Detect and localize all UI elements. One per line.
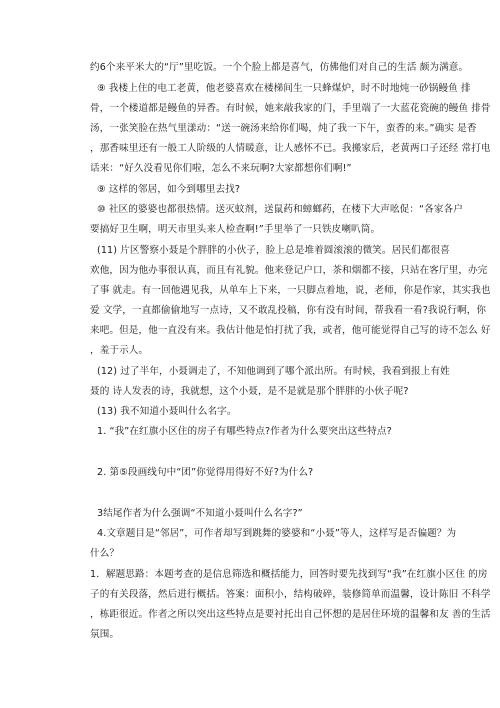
- paragraph-line: 汤，一张笑脸在热气里漾动：“送一碗汤来给你们喝，炖了我一下午，蛮香的来。”确实 是香: [90, 123, 477, 134]
- paragraph-line: 话来：“好久没看见你们啦，怎么不来玩啊?大家都想你们啊!”: [90, 163, 352, 174]
- answer-line: 子的有关段落，然后进行概括。答案：面积小，结构破碎，装修简单而温馨，设计陈旧 不科学: [90, 589, 491, 600]
- answer-line: 氛围。: [90, 629, 120, 640]
- paragraph-line: ⑨ 这样的邻居，如今到哪里去找?: [97, 184, 241, 195]
- question-4-cont: 什么？: [90, 548, 120, 559]
- paragraph-line: ⑨ 我楼上住的电工老黄，他老婆喜欢在楼梯间生一只蜂煤炉，时不时地炖一砂锅鳗鱼 排: [97, 83, 471, 94]
- question-2: 2. 第⑤段画线句中“团”你觉得用得好不好?为什么?: [97, 467, 314, 478]
- paragraph-line: ⑩ 社区的婆婆也都很热情。送灭蚊剂，送鼠药和蟑螂药，在楼下大声吆促：“各家各户: [97, 204, 463, 215]
- paragraph-line: 来吧。但是，他一直没有来。我估计他是怕打扰了我，或者，他可能觉得自己写的诗不怎么 好: [90, 325, 491, 336]
- paragraph-line: ，羞于示人。: [90, 345, 149, 356]
- paragraph-line: (12) 过了半年，小聂调走了，不知他调到了哪个派出所。有时候，我看到报上有姓: [97, 366, 450, 377]
- answer-line: ，栋距很近。作者之所以突出这些特点是要衬托出自己怀想的是居住环境的温馨和友 善的生活: [90, 609, 491, 620]
- question-3: 3结尾作者为什么强调“不知道小聂叫什么名字?”: [97, 508, 303, 519]
- paragraph-line: 要搞好卫生啊，明天市里头来人检查啊!”手里举了一只铁皮喇叭筒。: [90, 224, 381, 235]
- answer-line: 1．解题思路：本题考查的是信息筛选和概括能力，回答时要先找到写“我”在红旗小区住 的房: [90, 569, 488, 580]
- paragraph-line: (13) 我不知道小聂叫什么名字。: [97, 406, 237, 417]
- paragraph-line: 爱 文学，一直都偷偷地写一点诗，又不敢乱投稿，你有没有时间，帮我看一看?我说行啊，你: [90, 305, 487, 316]
- paragraph-line: (11) 片区警察小聂是个胖胖的小伙子，脸上总是堆着圆滚滚的微笑。居民们都很喜: [97, 245, 450, 256]
- paragraph-line: 聂的 诗人发表的诗，我就想，这个小聂，是不是就是那个胖胖的小伙子呢?: [90, 386, 409, 397]
- paragraph-line: 约6个来平米大的“厅”里吃饭。一个个脸上都是喜气，仿佛他们对自己的生活 颇为满意。: [90, 62, 469, 73]
- question-4: 4.文章题目是“邻居”，可作者却写到跳舞的婆婆和“小聂”等人，这样写是否偏题？为: [97, 528, 457, 539]
- paragraph-line: 骨，一个楼道都是鳗鱼的异香。有时候，她来敲我家的门，手里端了一大蓝花瓷碗的鳗鱼 排骨: [90, 103, 491, 114]
- paragraph-line: 了事 就走。有一回他遇见我，从单车上下来，一只脚点着地，说，老师，你是作家，其实我也: [90, 285, 491, 296]
- paragraph-line: ，那香味里还有一般工人阶级的人情暖意，让人感怀不已。我搬家后，老黄两口子还经 常打电: [90, 143, 491, 154]
- paragraph-line: 欢他，因为他办事很认真，而且有礼貌。他来登记户口，茶和烟都不接，只站在客厅里，办完: [90, 265, 488, 276]
- question-1: 1. “我”在红旗小区住的房子有哪些特点?作者为什么要突出这些特点?: [97, 426, 392, 437]
